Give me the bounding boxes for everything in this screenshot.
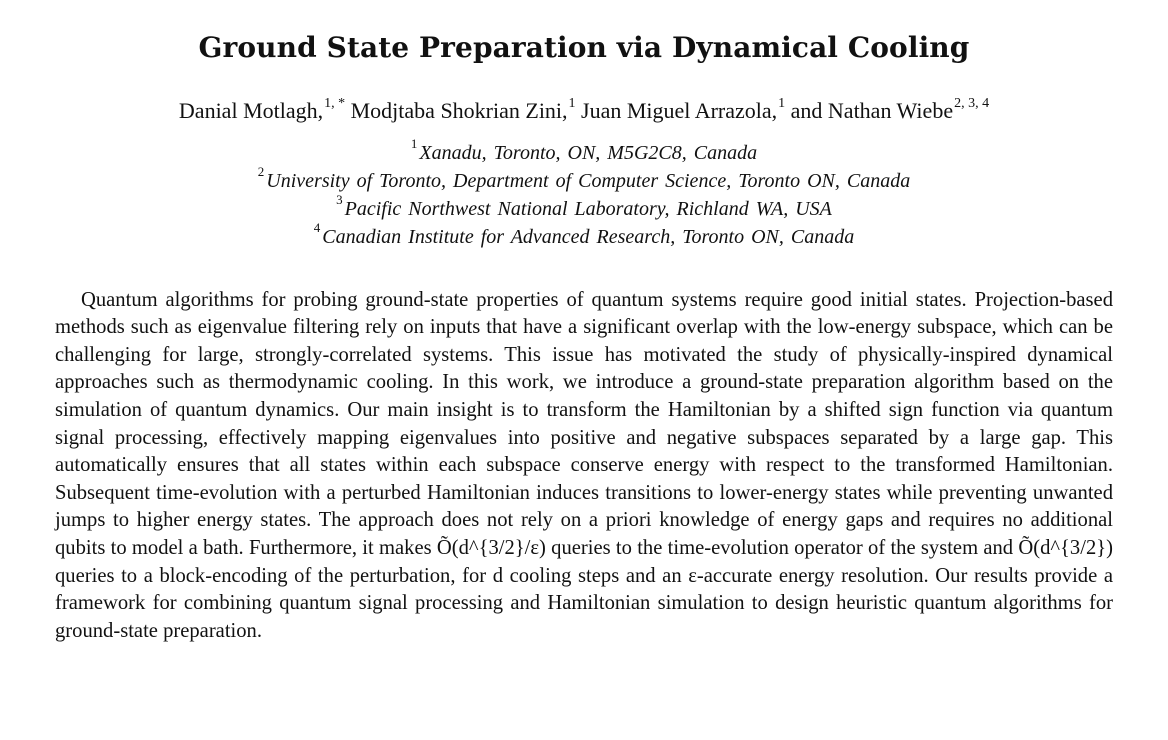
author [178,95,346,123]
affiliation-text: Xanadu, Toronto, ON, M5G2C8, Canada [419,142,758,164]
author [350,95,576,123]
affiliation [0,220,1168,251]
author-name: Modjtaba Shokrian Zini, [350,98,568,123]
author [790,95,990,123]
author [581,95,786,123]
affiliation [0,192,1168,223]
author-name: Juan Miguel Arrazola, [581,98,778,123]
affiliation [0,164,1168,195]
author-list [0,96,1168,126]
author-affiliation-marker: 1, * [324,95,346,111]
author-name: Danial Motlagh, [178,98,324,123]
affiliation-text: Pacific Northwest National Laboratory, Richland WA, USA [344,198,832,220]
affiliation-number: 3 [336,192,343,208]
affiliation-text: Canadian Institute for Advanced Research, Toronto ON, Canada [322,226,855,248]
abstract: Quantum algorithms for probing ground-state properties of quantum systems require good initial states. Projection-based methods such as eigenvalue filtering rely on inputs that have a significant overlap with the low-energy subspace, which can be challenging for large, strongly-correlated systems. This issue has motivated the study of physically-inspired dynamical approaches such as thermodynamic cooling. In this work, we introduce a ground-state preparation algorithm based on the simulation of quantum dynamics. Our main insight is to transform the Hamiltonian by a shifted sign function via quantum signal processing, effectively mapping eigenvalues into positive and negative subspaces separated by a large gap. This automatically ensures that all states within each subspace conserve energy with respect to the transformed Hamiltonian. Subsequent time-evolution with a perturbed Hamiltonian induces transitions to lower-energy states while preventing unwanted jumps to higher energy states. The approach does not rely on a priori knowledge of energy gaps and requires no additional qubits to model a bath. Furthermore, it makes Õ(d^{3/2}/ε) queries to the time-evolution operator of the system and Õ(d^{3/2}) queries to a block-encoding of the perturbation, for d cooling steps and an ε-accurate energy resolution. Our results provide a framework for combining quantum signal processing and Hamiltonian simulation to design heuristic quantum algorithms for ground-state preparation. [55,288,1113,642]
author-affiliation-marker: 1 [568,95,576,111]
affiliation-number: 1 [410,136,418,152]
affiliation-number: 2 [257,164,265,180]
affiliation-list [0,136,1168,251]
paper-title: Ground State Preparation via Dynamical Cooling [198,31,970,64]
author-name: and Nathan Wiebe [790,98,954,123]
affiliation [0,136,1168,167]
author-affiliation-marker: 1 [778,95,786,111]
affiliation-number: 4 [313,220,321,236]
affiliation-text: University of Toronto, Department of Computer Science, Toronto ON, Canada [266,170,911,192]
author-affiliation-marker: 2, 3, 4 [954,95,990,111]
